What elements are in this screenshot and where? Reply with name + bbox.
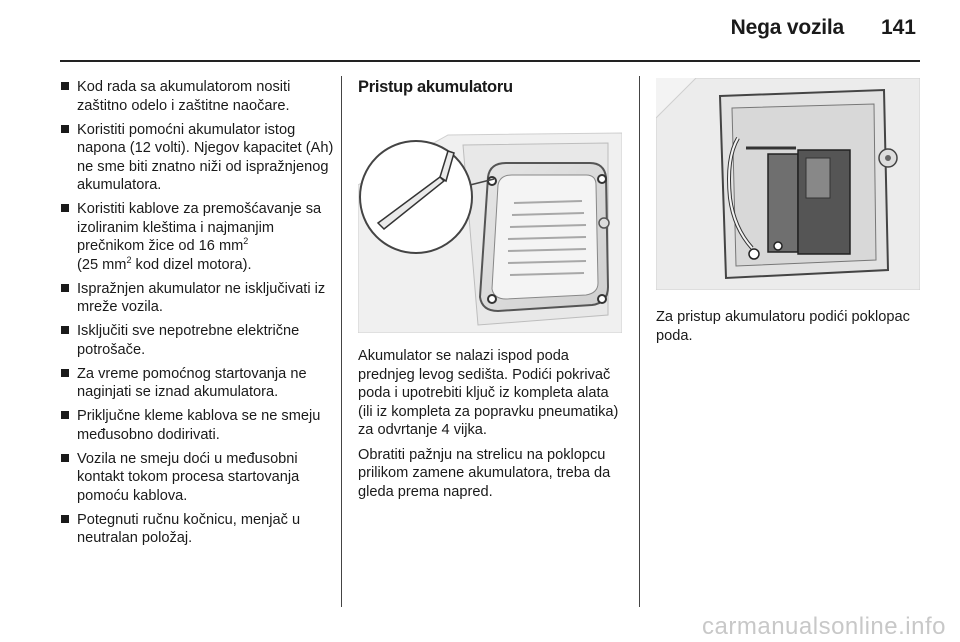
list-item: Kod rada sa akumulatorom nositi zaštitno odelo i zaštitne naočare.: [60, 78, 335, 115]
list-item: Priključne kleme kablova se ne smeju međusobno dodirivati.: [60, 407, 335, 444]
safety-bullet-list: [60, 78, 335, 548]
paragraph: Akumulator se nalazi ispod poda prednjeg levog sedišta. Podići pokrivač poda i upotrebiti ključ iz kompleta alata (ili iz kompleta za popravku pneumatika) za odvrtanje 4 vijka.: [358, 348, 619, 438]
list-item: Potegnuti ručnu kočnicu, menjač u neutralan položaj.: [60, 511, 335, 548]
column-1: [60, 78, 335, 553]
list-item: Koristiti kablove za premošćavanje sa izoliranim kleštima i najmanjim prečnikom žice od 16 $mm^2$ (25 $mm^2$ kod dizel motora).: [60, 200, 335, 274]
watermark: carmanualsonline.info: [702, 613, 946, 640]
bullet-square-icon: [61, 82, 69, 90]
section-title: Pristup akumulatoru: [358, 78, 513, 96]
bullet-square-icon: [61, 125, 69, 133]
bullet-square-icon: [61, 411, 69, 419]
battery-compartment-illustration: [656, 78, 920, 290]
bullet-square-icon: [61, 284, 69, 292]
page-number: 141: [880, 16, 916, 39]
bullet-square-icon: [61, 326, 69, 334]
paragraph: Obratiti pažnju na strelicu na poklopcu prilikom zamene akumulatora, treba da gleda prema napred.: [358, 446, 611, 500]
list-item: Vozila ne smeju doći u međusobni kontakt tokom procesa startovanja pomoću kablova.: [60, 450, 335, 506]
bullet-square-icon: [61, 204, 69, 212]
paragraph: Za pristup akumulatoru podići poklopac poda.: [656, 309, 910, 344]
column-2: [358, 78, 622, 501]
list-item: Ispražnjen akumulator ne isključivati iz mreže vozila.: [60, 280, 335, 317]
list-item: Za vreme pomoćnog startovanja ne naginjati se iznad akumulatora.: [60, 365, 335, 402]
page-header: [60, 14, 920, 48]
bullet-square-icon: [61, 515, 69, 523]
page-title: Nega vozila: [730, 16, 844, 39]
column-divider-1: [341, 76, 342, 607]
bullet-square-icon: [61, 454, 69, 462]
column-3: [656, 78, 920, 345]
list-item: Koristiti pomoćni akumulator istog napona (12 volti). Njegov kapacitet (Ah) ne sme biti znatno niži od ispražnjenog akumulatora.: [60, 121, 335, 195]
bullet-square-icon: [61, 369, 69, 377]
list-item: Isključiti sve nepotrebne električne potrošače.: [60, 322, 335, 359]
header-divider: [60, 60, 920, 62]
battery-cover-illustration: [358, 115, 622, 333]
column-divider-2: [639, 76, 640, 607]
